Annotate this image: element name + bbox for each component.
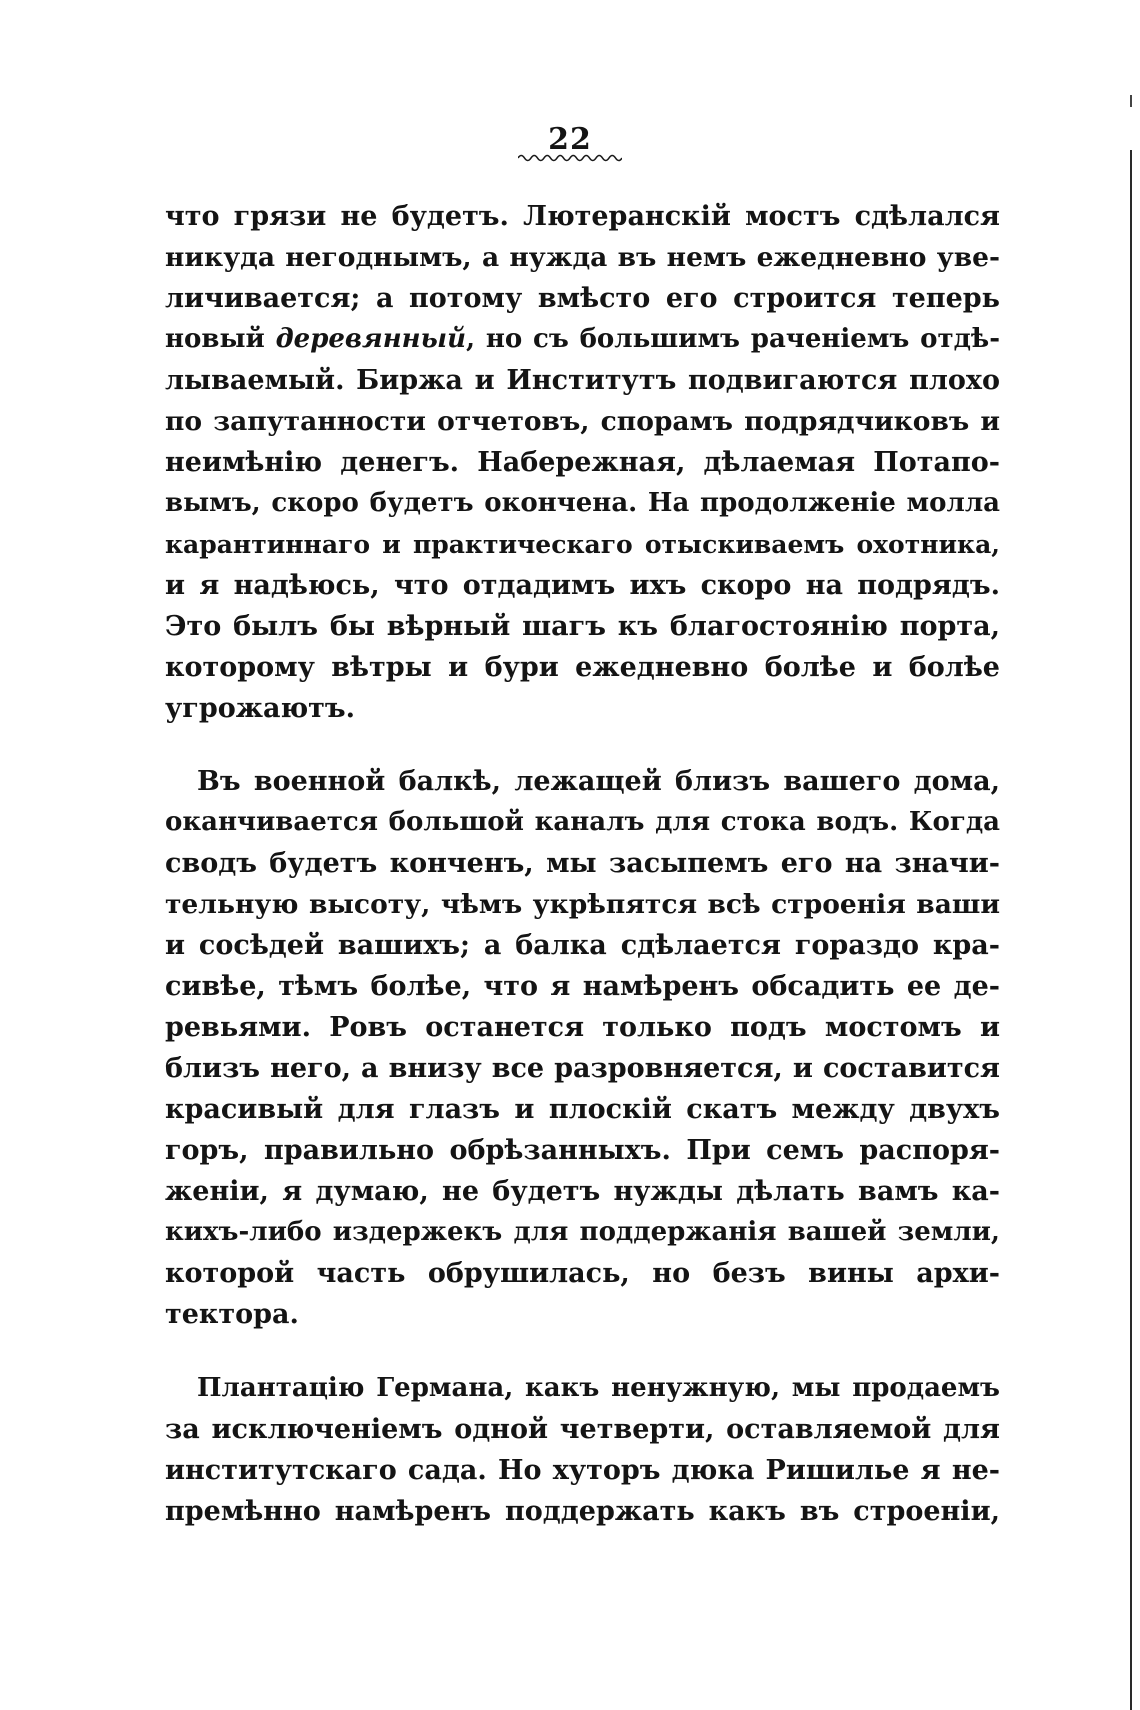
text-line: красивый для глазъ и плоскій скатъ между двухъ: [165, 1094, 1000, 1125]
text-line: вымъ, скоро будетъ окончена. На продолженіе молла: [165, 488, 1000, 518]
page-edge-mark: [1130, 95, 1132, 107]
text-line: тектора.: [165, 1299, 299, 1330]
paragraph-3: [165, 1368, 1000, 1532]
text-line: неимѣнію денегъ. Набережная, дѣлаемая Потапо-: [165, 447, 1000, 478]
paragraph-2: [165, 761, 1000, 1335]
text-run: новый: [165, 324, 276, 354]
text-line: Въ военной балкѣ, лежащей близъ вашего дома,: [197, 766, 1000, 797]
text-line: ревьями. Ровъ останется только подъ мостомъ и: [165, 1012, 1000, 1043]
text-line: кихъ-либо издержекъ для поддержанія вашей земли,: [165, 1217, 1000, 1247]
text-line: угрожаютъ.: [165, 693, 356, 724]
text-line: горъ, правильно обрѣзанныхъ. При семъ распоря-: [165, 1135, 1000, 1166]
text-line: сивѣе, тѣмъ болѣе, что я намѣренъ обсадить ее де-: [165, 971, 1000, 1002]
page-number: 22: [548, 122, 592, 157]
text-line: женіи, я думаю, не будетъ нужды дѣлать вамъ ка-: [165, 1176, 1000, 1207]
text-line: премѣнно намѣренъ поддержать какъ въ строеніи,: [165, 1496, 1000, 1527]
page-edge-line: [1130, 150, 1132, 1710]
italic-word: деревянный: [275, 324, 466, 354]
text-line: институтскаго сада. Но хуторъ дюка Ришилье я не-: [165, 1455, 1000, 1486]
text-line: тельную высоту, чѣмъ укрѣпятся всѣ строенія ваши: [165, 889, 1000, 920]
text-line-mixed: [165, 319, 1000, 360]
text-line: оканчивается большой каналъ для стока водъ. Когда: [165, 807, 1000, 837]
text-line: и я надѣюсь, что отдадимъ ихъ скоро на подрядъ.: [165, 570, 1000, 601]
text-line: по запутанности отчетовъ, спорамъ подрядчиковъ и: [165, 406, 1000, 437]
text-line: близъ него, а внизу все разровняется, и составится: [165, 1053, 1000, 1084]
text-line: Плантацію Германа, какъ ненужную, мы продаемъ: [197, 1373, 1000, 1403]
paragraph-1: [165, 196, 1000, 729]
text-line: которой часть обрушилась, но безъ вины архи-: [165, 1258, 1000, 1289]
text-line: личивается; а потому вмѣсто его строится теперь: [165, 283, 1000, 314]
text-line: что грязи не будетъ. Лютеранскій мостъ сдѣлался: [165, 201, 1000, 232]
text-line: сводъ будетъ конченъ, мы засыпемъ его на значи-: [165, 848, 1000, 879]
text-line: и сосѣдей вашихъ; а балка сдѣлается гораздо кра-: [165, 930, 1000, 961]
text-line: Это былъ бы вѣрный шагъ къ благостоянію порта,: [165, 611, 1000, 642]
text-line: за исключеніемъ одной четверти, оставляемой для: [165, 1414, 1000, 1445]
text-line: которому вѣтры и бури ежедневно болѣе и болѣе: [165, 652, 1000, 683]
text-line: карантиннаго и практическаго отыскиваемъ охотника,: [165, 530, 1000, 559]
wavy-ornament: [518, 153, 622, 163]
text-line: никуда негоднымъ, а нужда въ немъ ежедневно уве-: [165, 242, 1000, 273]
text-run: , но съ большимъ раченіемъ отдѣ-: [465, 324, 1000, 354]
text-line: лываемый. Биржа и Институтъ подвигаются плохо: [165, 365, 1000, 396]
